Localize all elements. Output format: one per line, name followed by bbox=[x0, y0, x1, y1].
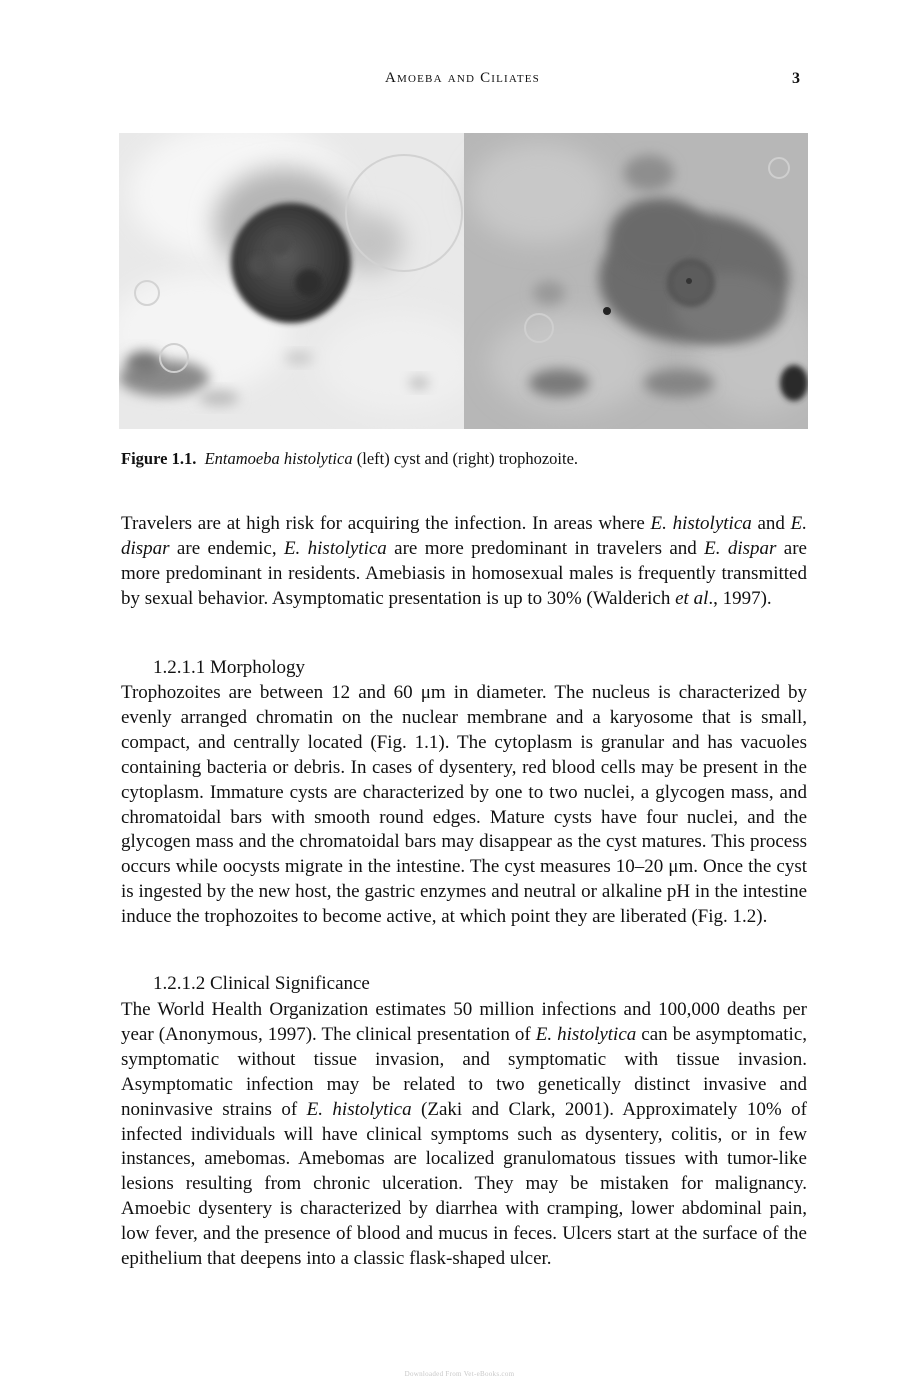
citation-et-al: et al bbox=[675, 587, 709, 609]
download-watermark: Downloaded From Vet-eBooks.com bbox=[404, 1370, 515, 1378]
section-heading-morphology: 1.2.1.1 Morphology bbox=[153, 657, 305, 678]
morphology-text: Trophozoites are between 12 and 60 μm in diameter. The nucleus is characterized by evenly arranged chromatin on the nuclear membrane and a karyosome that is small, compact, and centrally located (Fig. 1.1). The cytoplasm is granular and has vacuoles containing bacteria or debris. In cases of dysentery, red blood cells may be present in the cytoplasm. Immature cysts are characterized by one to two nuclei, a glycogen mass, and chromatoidal bars with smooth round edges. Mature cysts have four nuclei, and the glycogen mass and the chromatoidal bars may disappear as the cyst matures. This process occurs while oocysts migrate in the intestine. The cyst measures 10–20 μm. Once the cyst is ingested by the new host, the gastric enzymes and neutral or alkaline pH in the intestine induce the trophozoites to become active, at which point they are liberated (Fig. 1.2). bbox=[121, 682, 807, 928]
paragraph-travelers bbox=[121, 512, 807, 612]
text-run: Travelers are at high risk for acquiring the infection. In areas where bbox=[121, 513, 651, 534]
right-panel-trophozoite bbox=[464, 133, 808, 429]
text-run: are more predominant in travelers and bbox=[386, 537, 705, 559]
text-run: The World Health Organization estimates 50 million infections and 100,000 deaths per year (Anonymous, 1997). The clinical presentation of bbox=[121, 999, 807, 1045]
species-name: E. histolytica bbox=[283, 537, 387, 559]
figure-micrograph bbox=[119, 133, 808, 429]
species-name: E. histolytica bbox=[650, 513, 752, 534]
micrograph-image bbox=[119, 133, 808, 429]
species-name: E. dispar bbox=[121, 513, 807, 559]
caption-species: Entamoeba histolytica bbox=[204, 449, 353, 468]
text-run: (Zaki and Clark, 2001). Approximately 10% of infected individuals will have clinical symptoms such as dysentery, colitis, or in few instances, amebomas. Amebomas are localized granulomatous tissues with tumor-like lesions resulting from chronic ulceration. They may be mistaken for malignancy. Amoebic dysentery is characterized by diarrhea with cramping, lower abdominal pain, low fever, and the presence of blood and mucus in feces. Ulcers start at the surface of the epithelium that deepens into a classic flask-shaped ulcer. bbox=[121, 1098, 807, 1270]
page-number: 3 bbox=[792, 70, 800, 87]
text-run: can be asymptomatic, symptomatic without tissue invasion, and symptomatic with tissue invasion. Asymptomatic infection may be related to two genetically distinct invasive and noninvasive strains of bbox=[121, 1023, 807, 1120]
paragraph-clinical bbox=[121, 998, 807, 1272]
species-name: E. histolytica bbox=[535, 1023, 637, 1045]
left-panel-cyst bbox=[119, 133, 479, 429]
figure-caption bbox=[121, 449, 811, 469]
paragraph-morphology bbox=[121, 681, 807, 930]
text-run: are more predominant in residents. Amebiasis in homosexual males is frequently transmitted by sexual behavior. Asymptomatic presentation is up to 30% (Walderich bbox=[121, 537, 807, 609]
figure-label: Figure 1.1. bbox=[121, 449, 197, 468]
section-heading-clinical: 1.2.1.2 Clinical Significance bbox=[153, 973, 370, 994]
caption-text: (left) cyst and (right) trophozoite. bbox=[352, 449, 579, 468]
text-run: ., 1997). bbox=[708, 587, 772, 609]
text-run: and bbox=[751, 513, 791, 534]
running-header bbox=[0, 70, 919, 94]
species-name: E. dispar bbox=[704, 537, 777, 559]
text-run: are endemic, bbox=[169, 537, 284, 559]
running-title: Amoeba and Ciliates bbox=[384, 70, 541, 86]
species-name: E. histolytica bbox=[306, 1098, 412, 1120]
